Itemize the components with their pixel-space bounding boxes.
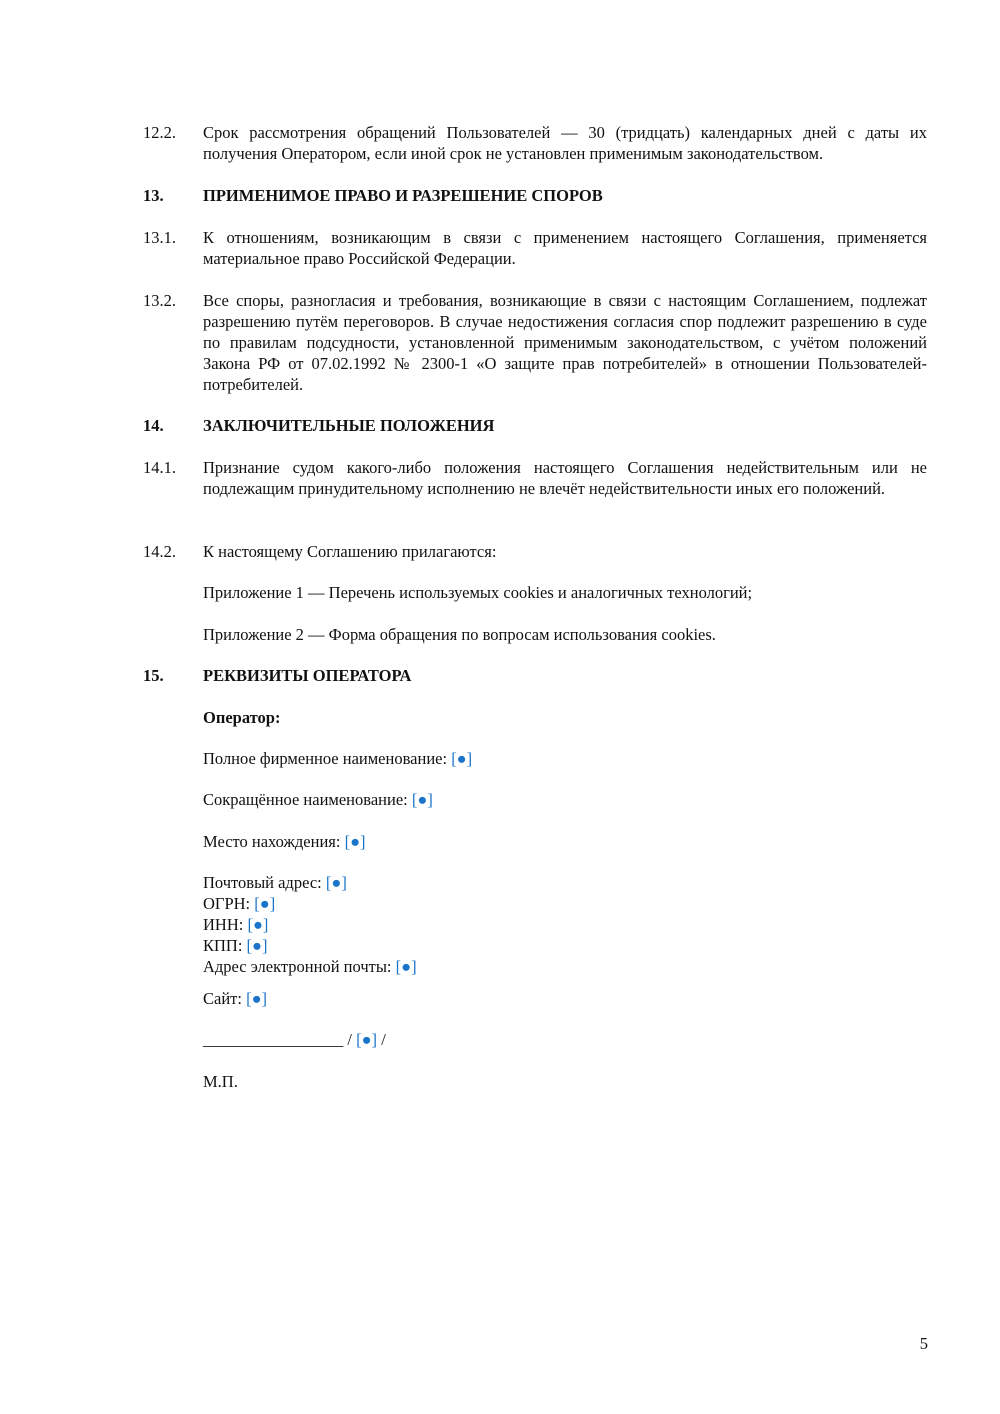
clause-number: 14.2. — [143, 542, 176, 561]
appendix-item: Приложение 2 — Форма обращения по вопросам использования cookies. — [203, 625, 716, 644]
placeholder-field: [●] — [451, 749, 473, 768]
section-number: 14. — [143, 416, 164, 435]
appendix-item: Приложение 1 — Перечень используемых cookies и аналогичных технологий; — [203, 583, 753, 602]
clause-text: Признание судом какого-либо положения настоящего Соглашения недействительным или не подлежащим принудительному исполнению не влечёт недействительности иных его положений. — [203, 458, 927, 498]
placeholder-field: [●] — [246, 989, 268, 1008]
email-label: Адрес электронной почты: — [203, 957, 396, 976]
clause-text: К отношениям, возникающим в связи с применением настоящего Соглашения, применяется материальное право Российской Федерации. — [203, 228, 927, 268]
inn-label: ИНН: — [203, 915, 248, 934]
full-name-label: Полное фирменное наименование: — [203, 749, 452, 768]
placeholder-field: [●] — [411, 790, 433, 809]
ogrn-row — [203, 893, 927, 914]
clause-text: Срок рассмотрения обращений Пользователей — 30 (тридцать) календарных дней с даты их получения Оператором, если иной срок не установлен применимым законодательством. — [203, 123, 927, 163]
section-title: ПРИМЕНИМОЕ ПРАВО И РАЗРЕШЕНИЕ СПОРОВ — [203, 186, 603, 205]
placeholder-field: [●] — [254, 894, 276, 913]
short-name-row — [203, 789, 927, 810]
section-title: ЗАКЛЮЧИТЕЛЬНЫЕ ПОЛОЖЕНИЯ — [203, 416, 495, 435]
signature-blank: _________________ / — [203, 1030, 357, 1049]
full-name-row — [203, 748, 927, 769]
email-row — [203, 956, 927, 977]
site-label: Сайт: — [203, 989, 247, 1008]
placeholder-field: [●] — [247, 915, 269, 934]
kpp-label: КПП: — [203, 936, 247, 955]
clause-number: 12.2. — [143, 123, 176, 142]
placeholder-field: [●] — [356, 1030, 378, 1049]
signature-end: / — [377, 1030, 386, 1049]
location-label: Место нахождения: — [203, 832, 345, 851]
section-number: 13. — [143, 186, 164, 205]
kpp-row — [203, 935, 927, 956]
clause-number: 14.1. — [143, 458, 176, 477]
section-title: РЕКВИЗИТЫ ОПЕРАТОРА — [203, 666, 412, 685]
site-row — [203, 988, 927, 1009]
page-number: 5 — [919, 1334, 928, 1353]
clause-text: К настоящему Соглашению прилагаются: — [203, 542, 497, 561]
postal-label: Почтовый адрес: — [203, 873, 326, 892]
section-number: 15. — [143, 666, 164, 685]
placeholder-field: [●] — [325, 873, 347, 892]
placeholder-field: [●] — [395, 957, 417, 976]
location-row — [203, 831, 927, 852]
placeholder-field: [●] — [344, 832, 366, 851]
inn-row — [203, 914, 927, 935]
signature-line — [203, 1029, 927, 1050]
postal-row — [203, 872, 927, 893]
clause-text: Все споры, разногласия и требования, возникающие в связи с настоящим Соглашением, подлежат разрешению путём переговоров. В случае недостижения согласия спор подлежит разрешению в суде по правилам подсудности, установленной применимым законодательством, с учётом положений Закона РФ от 07.02.1992 № 2300-1 «О защите прав потребителей» в отношении Пользователей-потребителей. — [203, 291, 927, 394]
short-name-label: Сокращённое наименование: — [203, 790, 412, 809]
clause-number: 13.2. — [143, 291, 176, 310]
ogrn-label: ОГРН: — [203, 894, 255, 913]
stamp-mark: М.П. — [203, 1072, 238, 1091]
operator-label: Оператор: — [203, 708, 281, 727]
placeholder-field: [●] — [246, 936, 268, 955]
clause-number: 13.1. — [143, 228, 176, 247]
